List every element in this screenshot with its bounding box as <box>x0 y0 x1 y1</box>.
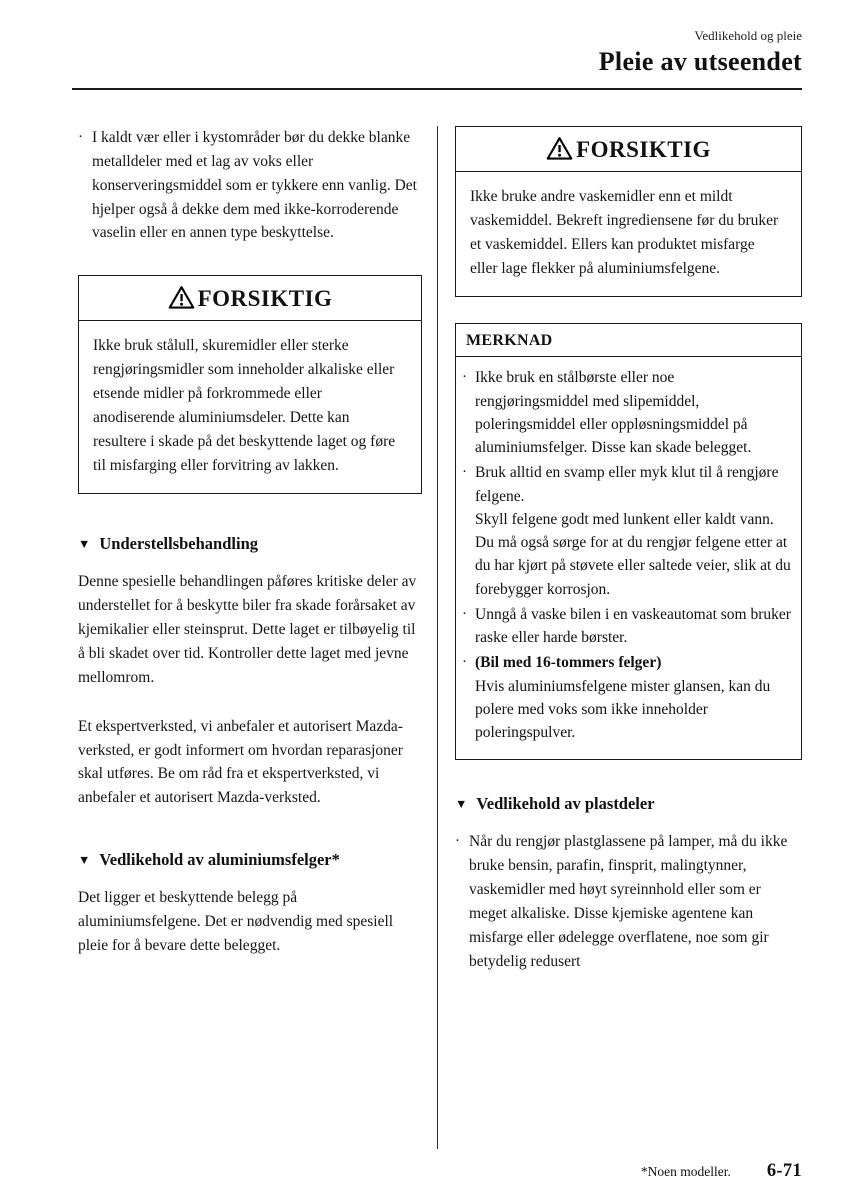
caution-box-right <box>455 126 802 297</box>
warning-triangle-icon <box>546 136 573 166</box>
left-column <box>78 126 422 1149</box>
section-heading-plastdeler <box>455 794 802 814</box>
bullet-dot-icon: · <box>455 833 460 850</box>
note-item-text: Unngå å vaske bilen i en vaskeautomat som bruker raske eller harde børster. <box>475 605 791 647</box>
note-item-line: Bruk alltid en svamp eller myk klut til å rengjøre felgene. <box>475 464 779 505</box>
note-item-line: Skyll felgene godt med lunkent eller kaldt vann. Du må også sørge for at du rengjør felgene etter at du har kjørt på støvete eller saltede veier, slik at du forebygger korrosjon. <box>475 510 791 598</box>
page-header <box>78 28 802 90</box>
note-box-merknad <box>455 323 802 760</box>
section-heading-text: Understellsbehandling <box>99 534 258 554</box>
caution-title: FORSIKTIG <box>576 137 711 162</box>
note-item-text <box>475 651 791 744</box>
bullet-dot-icon: · <box>462 605 467 622</box>
note-item-line: Hvis aluminiumsfelgene mister glansen, kan du polere med voks som ikke inneholder poleringspulver. <box>475 677 771 742</box>
understell-paragraph-2: Et ekspertverksted, vi anbefaler et autorisert Mazda-verksted, er godt informert om hvordan reparasjoner skal utføres. Be om råd fra et ekspertverksted, vi anbefaler et autorisert Mazda-verksted. <box>78 717 403 807</box>
two-column-layout <box>78 90 802 1149</box>
chapter-breadcrumb: Vedlikehold og pleie <box>694 28 802 43</box>
understell-paragraph-1: Denne spesielle behandlingen påføres kritiske deler av understellet for å beskytte biler fra skade forårsaket av kjemikalier eller steinsprut. Dette laget er tilbøyelig til å bli skadet over tid. Kontroller dette laget med jevne mellomrom. <box>78 573 417 686</box>
caution-body: Ikke bruke andre vaskemidler enn et mildt vaskemiddel. Bekreft ingrediensene før du bruker et vaskemiddel. Ellers kan produktet misfarge eller lage flekker på aluminiumsfelgene. <box>470 188 779 277</box>
bullet-dot-icon: · <box>78 129 83 145</box>
caution-box-header <box>456 127 801 172</box>
caution-title: FORSIKTIG <box>197 286 333 312</box>
section-heading-text: Vedlikehold av aluminiumsfelger* <box>99 850 340 870</box>
column-divider <box>437 126 438 1149</box>
note-item <box>462 461 791 601</box>
intro-bullet-paragraph <box>78 126 422 245</box>
section-heading-text: Vedlikehold av plastdeler <box>476 794 655 814</box>
section-heading-understellsbehandling <box>78 534 422 554</box>
plastdeler-bullet-paragraph <box>455 830 802 973</box>
aluminiumsfelger-paragraph: Det ligger et beskyttende belegg på aluminiumsfelgene. Det er nødvendig med spesiell pleie for å bevare dette belegget. <box>78 889 394 954</box>
section-triangle-icon: ▼ <box>78 537 91 552</box>
note-list <box>456 357 801 759</box>
intro-bullet-text: I kaldt vær eller i kystområder bør du dekke blanke metalldeler med et lag av voks eller konserveringsmiddel som er tykkere enn vanlig. Det hjelper også å dekke dem med ikke-korroderende vaselin eller en annen type beskyttelse. <box>92 129 417 242</box>
bullet-dot-icon: · <box>462 654 467 671</box>
note-item-bold-lead: (Bil med 16-tommers felger) <box>475 654 662 672</box>
page-footer <box>78 1149 802 1182</box>
note-item <box>462 603 791 650</box>
section-triangle-icon: ▼ <box>455 797 468 812</box>
section-heading-aluminiumsfelger <box>78 850 422 870</box>
bullet-dot-icon: · <box>462 369 467 386</box>
page-number: 6-71 <box>766 1161 802 1181</box>
note-item <box>462 366 791 459</box>
models-footnote: *Noen modeller. <box>640 1164 731 1179</box>
note-box-title: MERKNAD <box>456 324 801 357</box>
right-column <box>455 126 802 1149</box>
note-item-text: Ikke bruk en stålbørste eller noe rengjøringsmiddel med slipemiddel, poleringsmiddel eller oppløsningsmiddel på aluminiumsfelger. Disse kan skade belegget. <box>475 369 752 457</box>
caution-body: Ikke bruk stålull, skuremidler eller sterke rengjøringsmidler som inneholder alkaliske eller etsende midler på forkrommede eller anodiserende aluminiumsdeler. Dette kan resultere i skade på det beskyttende laget og føre til misfarging eller forvitring av lakken. <box>93 337 396 474</box>
note-item <box>462 651 791 744</box>
note-item-text <box>475 461 791 601</box>
section-triangle-icon: ▼ <box>78 853 91 868</box>
plastdeler-bullet-text: Når du rengjør plastglassene på lamper, må du ikke bruke bensin, parafin, finsprit, malingtynner, vaskemidler med høyt syreinnhold eller som er meget alkaliske. Disse kjemiske agentene kan misfarge eller ødelegge overflatene, noe som gir betydelig redusert <box>469 833 788 970</box>
warning-triangle-icon <box>168 285 195 315</box>
caution-box-header <box>79 276 421 321</box>
bullet-dot-icon: · <box>462 464 467 481</box>
page-title: Pleie av utseendet <box>598 47 802 76</box>
caution-box-left <box>78 275 422 494</box>
